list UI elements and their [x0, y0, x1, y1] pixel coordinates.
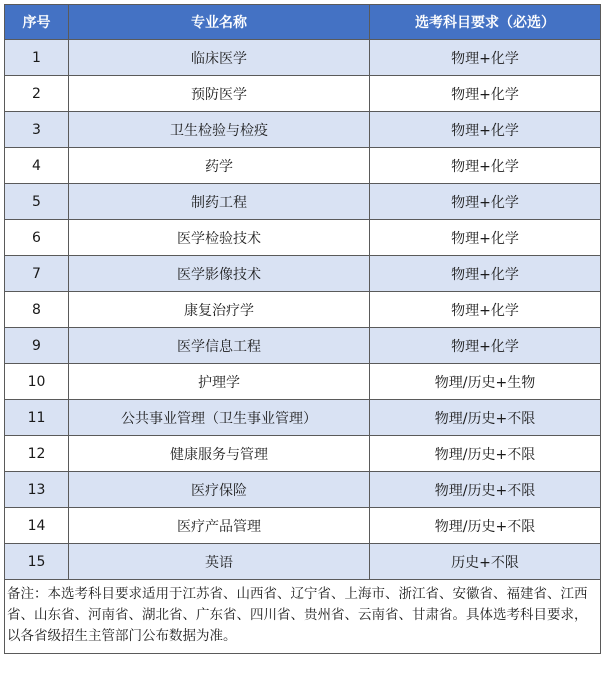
subject-requirement: 物理+化学 [370, 292, 601, 328]
subject-requirement: 物理+化学 [370, 220, 601, 256]
major-name: 医学影像技术 [69, 256, 370, 292]
table-row [5, 148, 601, 184]
table-row [5, 544, 601, 580]
subject-requirement: 物理+化学 [370, 148, 601, 184]
row-number: 6 [5, 220, 69, 256]
subject-requirement: 物理/历史+不限 [370, 400, 601, 436]
subject-requirement: 物理+化学 [370, 328, 601, 364]
major-name: 护理学 [69, 364, 370, 400]
table-header [5, 5, 601, 40]
major-name: 康复治疗学 [69, 292, 370, 328]
table-row [5, 436, 601, 472]
table-row [5, 256, 601, 292]
table-row [5, 328, 601, 364]
major-name: 临床医学 [69, 40, 370, 76]
row-number: 5 [5, 184, 69, 220]
row-number: 7 [5, 256, 69, 292]
header-major-name: 专业名称 [69, 5, 370, 40]
major-name: 公共事业管理（卫生事业管理） [69, 400, 370, 436]
major-name: 药学 [69, 148, 370, 184]
subject-requirement: 物理+化学 [370, 40, 601, 76]
row-number: 1 [5, 40, 69, 76]
row-number: 11 [5, 400, 69, 436]
major-name: 卫生检验与检疫 [69, 112, 370, 148]
table-row [5, 400, 601, 436]
row-number: 13 [5, 472, 69, 508]
row-number: 12 [5, 436, 69, 472]
table-row [5, 292, 601, 328]
major-name: 医学检验技术 [69, 220, 370, 256]
subject-requirement: 物理+化学 [370, 112, 601, 148]
subject-requirement: 物理/历史+不限 [370, 508, 601, 544]
row-number: 9 [5, 328, 69, 364]
header-row [5, 5, 601, 40]
row-number: 3 [5, 112, 69, 148]
major-name: 医疗保险 [69, 472, 370, 508]
table-row [5, 364, 601, 400]
row-number: 14 [5, 508, 69, 544]
table-note: 备注：本选考科目要求适用于江苏省、山西省、辽宁省、上海市、浙江省、安徽省、福建省、江西省、山东省、河南省、湖北省、广东省、四川省、贵州省、云南省、甘肃省。具体选考科目要求，以各省级招生主管部门公布数据为准。 [5, 580, 601, 654]
table-row [5, 184, 601, 220]
major-name: 制药工程 [69, 184, 370, 220]
row-number: 8 [5, 292, 69, 328]
note-row [5, 580, 601, 654]
major-name: 英语 [69, 544, 370, 580]
table-row [5, 76, 601, 112]
table-row [5, 472, 601, 508]
row-number: 15 [5, 544, 69, 580]
subject-requirement: 物理/历史+生物 [370, 364, 601, 400]
row-number: 4 [5, 148, 69, 184]
subject-requirements-table [4, 4, 601, 654]
subject-requirement: 物理/历史+不限 [370, 436, 601, 472]
row-number: 10 [5, 364, 69, 400]
subject-requirement: 物理/历史+不限 [370, 472, 601, 508]
table-row [5, 220, 601, 256]
table-body [5, 40, 601, 654]
subject-requirement: 物理+化学 [370, 256, 601, 292]
row-number: 2 [5, 76, 69, 112]
header-serial-number: 序号 [5, 5, 69, 40]
table-row [5, 112, 601, 148]
major-name: 医疗产品管理 [69, 508, 370, 544]
header-subject-requirement: 选考科目要求（必选） [370, 5, 601, 40]
major-name: 健康服务与管理 [69, 436, 370, 472]
subject-requirement: 物理+化学 [370, 76, 601, 112]
table-row [5, 40, 601, 76]
subject-requirement: 物理+化学 [370, 184, 601, 220]
subject-requirement: 历史+不限 [370, 544, 601, 580]
table-row [5, 508, 601, 544]
major-name: 预防医学 [69, 76, 370, 112]
major-name: 医学信息工程 [69, 328, 370, 364]
